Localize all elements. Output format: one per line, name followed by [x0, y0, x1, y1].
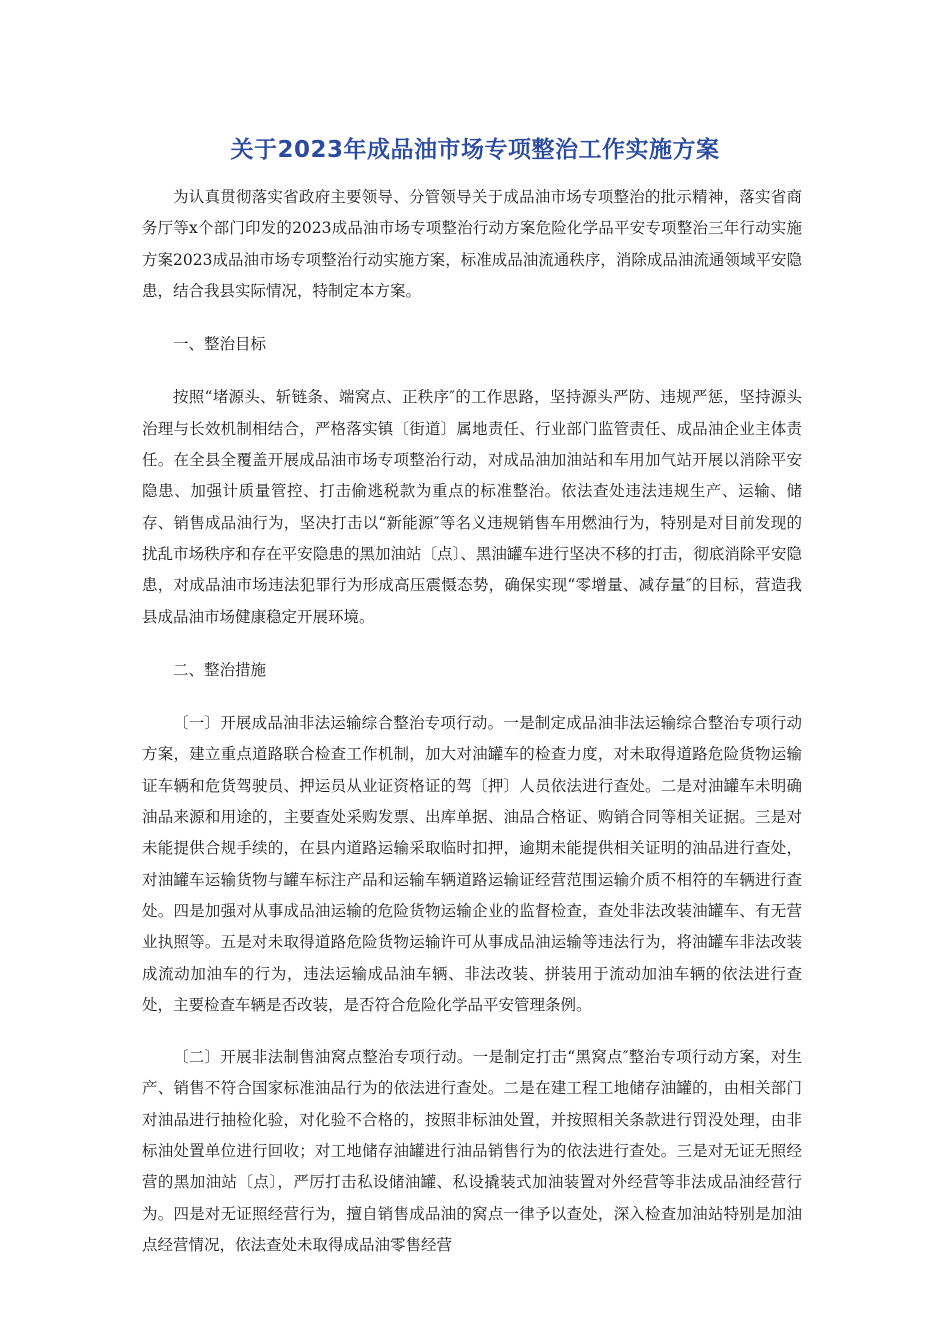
section-heading-goals: 一、整治目标 [173, 335, 267, 354]
measure-paragraph-2: 〔二〕开展非法制售油窝点整治专项行动。一是制定打击“黑窝点″整治专项行动方案，对生产、销售不符合国家标准油品行为的依法进行查处。二是在建工程工地储存油罐的，由相关部门对油品进行抽检化验，对化验不合格的，按照非标油处置，并按照相关条款进行罚没处理，由非标油处置单位进行回收；对工地储存油罐进行油品销售行为的依法进行查处。三是对无证无照经营的黑加油站〔点〕，严厉打击私设储油罐、私设撬装式加油装置对外经营等非法成品油经营行为。四是对无证照经营行为，擅自销售成品油的窝点一律予以查处，深入检查加油站特别是加油点经营情况，依法查处未取得成品油零售经营 [142, 1048, 802, 1254]
document-body [142, 182, 802, 1283]
document-title: 关于2023年成品油市场专项整治工作实施方案 [230, 137, 720, 163]
intro-paragraph: 为认真贯彻落实省政府主要领导、分管领导关于成品油市场专项整治的批示精神，落实省商务厅等x个部门印发的2023成品油市场专项整治行动方案危险化学品平安专项整治三年行动实施方案2023成品油市场专项整治行动实施方案，标准成品油流通秩序，消除成品油流通领域平安隐患，结合我县实际情况，特制定本方案。 [142, 188, 802, 300]
measure-paragraph-1: 〔一〕开展成品油非法运输综合整治专项行动。一是制定成品油非法运输综合整治专项行动方案，建立重点道路联合检查工作机制，加大对油罐车的检查力度，对未取得道路危险货物运输证车辆和危货驾驶员、押运员从业证资格证的驾〔押〕人员依法进行查处。二是对油罐车未明确油品来源和用途的，主要查处采购发票、出库单据、油品合格证、购销合同等相关证据。三是对未能提供合规手续的，在县内道路运输采取临时扣押，逾期未能提供相关证明的油品进行查处，对油罐车运输货物与罐车标注产品和运输车辆道路运输证经营范围运输介质不相符的车辆进行查处。四是加强对从事成品油运输的危险货物运输企业的监督检查，查处非法改装油罐车、有无营业执照等。五是对未取得道路危险货物运输许可从事成品油运输等违法行为，将油罐车非法改装成流动加油车的行为，违法运输成品油车辆、非法改装、拼装用于流动加油车辆的依法进行查处，主要检查车辆是否改装，是否符合危险化学品平安管理条例。 [142, 714, 802, 1014]
goals-paragraph: 按照“堵源头、斩链条、端窝点、正秩序″的工作思路，坚持源头严防、违规严惩，坚持源头治理与长效机制相结合，严格落实镇〔街道〕属地责任、行业部门监管责任、成品油企业主体责任。在全县全覆盖开展成品油市场专项整治行动，对成品油加油站和车用加气站开展以消除平安隐患、加强计质量管控、打击偷逃税款为重点的标准整治。依法查处违法违规生产、运输、储存、销售成品油行为，坚决打击以“新能源″等名义违规销售车用燃油行为，特别是对目前发现的扰乱市场秩序和存在平安隐患的黑加油站〔点〕、黑油罐车进行坚决不移的打击，彻底消除平安隐患，对成品油市场违法犯罪行为形成高压震慑态势，确保实现“零增量、减存量″的目标，营造我县成品油市场健康稳定开展环境。 [142, 388, 802, 626]
section-heading-measures: 二、整治措施 [173, 660, 267, 679]
